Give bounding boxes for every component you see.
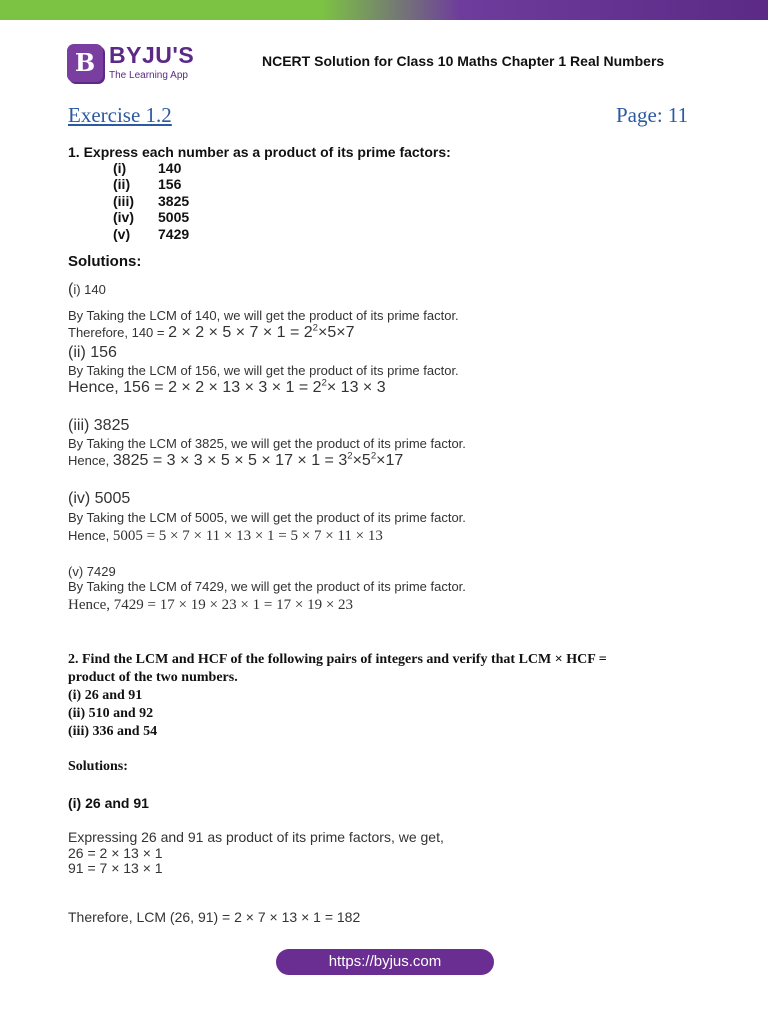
document-header-title: NCERT Solution for Class 10 Maths Chapter 1 Real Numbers bbox=[262, 53, 665, 69]
q1-s2-heading: (ii) 156 bbox=[68, 344, 117, 361]
q1-s4-result: Hence, 5005 = 5 × 7 × 11 × 13 × 1 = 5 × 7 × 11 × 13 bbox=[68, 528, 383, 544]
question-2-line-2: product of the two numbers. bbox=[68, 670, 238, 685]
q2-item-3: (iii) 336 and 54 bbox=[68, 724, 158, 739]
logo-mark: B bbox=[67, 44, 103, 82]
q1-s1-heading: (i) 140 bbox=[68, 281, 106, 298]
q1-item-label-1: (i) bbox=[113, 160, 127, 176]
q1-solutions-label: Solutions: bbox=[68, 253, 142, 270]
q2-s1-factor-91: 91 = 7 × 13 × 1 bbox=[68, 860, 163, 876]
q1-item-label-3: (iii) bbox=[113, 193, 134, 209]
q1-s1-result: Therefore, $140 = 2 \times 2 \times 5 \times 7 \times 1 = 2^2\times 5\times 7$ bbox=[68, 322, 355, 341]
q1-item-value-4: 5005 bbox=[158, 209, 190, 225]
q2-solutions-label: Solutions: bbox=[68, 759, 128, 774]
q1-s3-result: Hence, $3825 = 3 \times 3 \times 5 \times 5 \times 17 \times 1 = 3^2\times 5^2\times 17$ bbox=[68, 450, 404, 469]
q1-s4-text: By Taking the LCM of 5005, we will get the product of its prime factor. bbox=[68, 510, 466, 525]
q1-s2-text: By Taking the LCM of 156, we will get the product of its prime factor. bbox=[68, 363, 459, 378]
page-number: Page: 11 bbox=[616, 103, 689, 127]
q1-s2-result: Hence, $156 = 2 \times 2 \times 13 \times 3 \times 1 = 2^2\times 13 \times 3$ bbox=[68, 377, 386, 396]
top-color-bar bbox=[0, 0, 768, 20]
q1-s1-text: By Taking the LCM of 140, we will get the product of its prime factor. bbox=[68, 308, 459, 323]
q1-s3-text: By Taking the LCM of 3825, we will get the product of its prime factor. bbox=[68, 436, 466, 451]
q2-s1-heading: (i) 26 and 91 bbox=[68, 795, 149, 811]
q2-s1-factor-26: 26 = 2 × 13 × 1 bbox=[68, 845, 163, 861]
q2-item-2: (ii) 510 and 92 bbox=[68, 706, 154, 721]
q1-s4-heading: (iv) 5005 bbox=[68, 490, 131, 507]
q1-item-value-3: 3825 bbox=[158, 193, 190, 209]
q2-s1-lcm: Therefore, LCM (26, 91) = 2 × 7 × 13 × 1 = 182 bbox=[68, 909, 361, 925]
q1-s5-result: Hence, 7429 = 17 × 19 × 23 × 1 = 17 × 19 × 23 bbox=[68, 597, 354, 613]
q1-item-value-1: 140 bbox=[158, 160, 182, 176]
byjus-logo[interactable] bbox=[67, 44, 207, 86]
question-1: 1. Express each number as a product of its prime factors: bbox=[68, 144, 451, 160]
q2-item-1: (i) 26 and 91 bbox=[68, 688, 143, 703]
q1-item-label-4: (iv) bbox=[113, 209, 134, 225]
q1-item-value-2: 156 bbox=[158, 176, 182, 192]
q2-s1-text: Expressing 26 and 91 as product of its prime factors, we get, bbox=[68, 829, 444, 845]
question-2-line-1: 2. Find the LCM and HCF of the following pairs of integers and verify that LCM × HCF = bbox=[68, 652, 607, 667]
q1-s5-heading: (v) 7429 bbox=[68, 564, 116, 579]
logo-tagline: The Learning App bbox=[109, 70, 188, 81]
q1-item-value-5: 7429 bbox=[158, 226, 190, 242]
q1-item-label-2: (ii) bbox=[113, 176, 131, 192]
exercise-title: Exercise 1.2 bbox=[68, 103, 172, 127]
q1-item-label-5: (v) bbox=[113, 226, 131, 242]
q1-s5-text: By Taking the LCM of 7429, we will get the product of its prime factor. bbox=[68, 579, 466, 594]
q1-s3-heading: (iii) 3825 bbox=[68, 417, 130, 434]
logo-name: BYJU'S bbox=[109, 42, 195, 68]
footer-url-link[interactable]: https://byjus.com bbox=[276, 949, 494, 975]
